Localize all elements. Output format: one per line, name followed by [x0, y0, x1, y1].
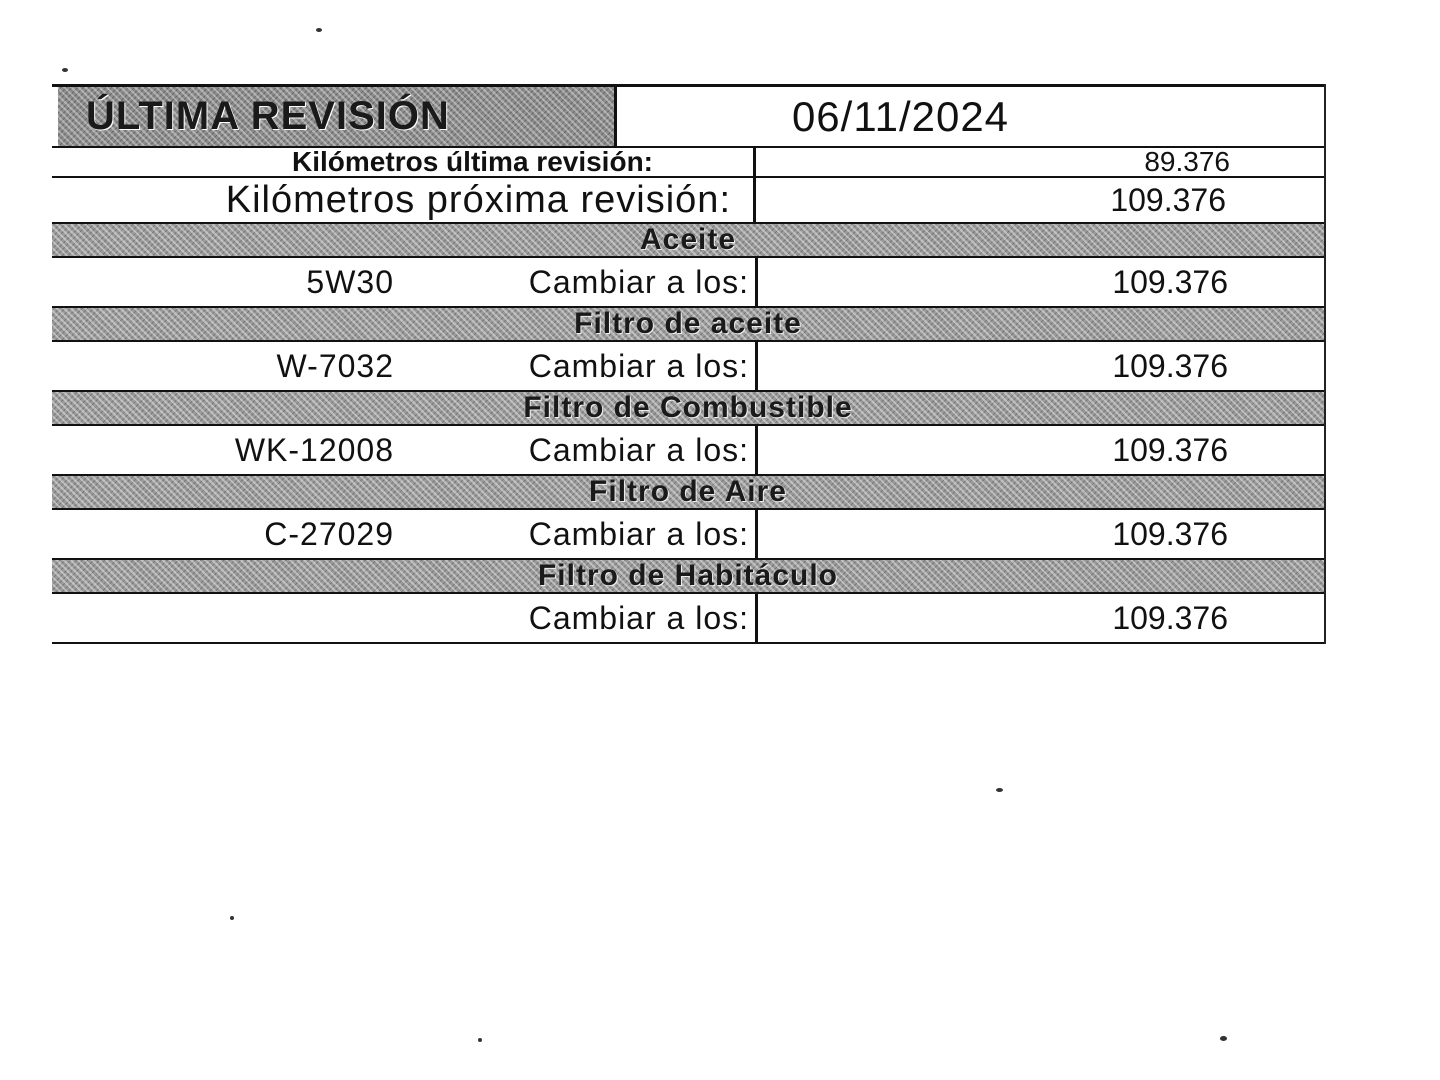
- change-label: Cambiar a los:: [394, 258, 758, 306]
- change-value: 109.376: [1112, 263, 1228, 300]
- item-row-fuel-filter: [52, 426, 1324, 476]
- maintenance-table: [52, 84, 1326, 644]
- scan-speck: [230, 916, 234, 920]
- item-code: [52, 594, 394, 642]
- item-code: C-27029: [264, 515, 394, 552]
- item-row-cabin-filter: [52, 594, 1324, 644]
- item-row-air-filter: [52, 510, 1324, 560]
- item-code: WK-12008: [234, 431, 394, 468]
- km-next-value: 109.376: [1110, 181, 1226, 218]
- header-row: [52, 84, 1324, 148]
- km-last-row: [52, 148, 1324, 178]
- km-next-label: Kilómetros próxima revisión:: [52, 178, 756, 222]
- change-value: 109.376: [1112, 599, 1228, 636]
- last-revision-date: 06/11/2024: [614, 87, 1324, 146]
- scan-speck: [62, 68, 68, 72]
- km-last-value: 89.376: [1144, 148, 1230, 176]
- section-title-oil-filter: Filtro de aceite: [52, 308, 1324, 342]
- item-row-oil-filter: [52, 342, 1324, 392]
- km-next-row: [52, 178, 1324, 224]
- item-code: 5W30: [306, 263, 394, 300]
- scan-speck: [316, 28, 322, 32]
- scan-speck: [1220, 1036, 1227, 1041]
- change-value: 109.376: [1112, 515, 1228, 552]
- last-revision-label: ÚLTIMA REVISIÓN: [58, 87, 614, 146]
- item-row-oil: [52, 258, 1324, 308]
- scan-speck: [478, 1038, 482, 1042]
- scan-speck: [996, 788, 1003, 792]
- change-value: 109.376: [1112, 347, 1228, 384]
- section-title-cabin-filter: Filtro de Habitáculo: [52, 560, 1324, 594]
- section-title-air-filter: Filtro de Aire: [52, 476, 1324, 510]
- section-title-oil: Aceite: [52, 224, 1324, 258]
- section-title-fuel-filter: Filtro de Combustible: [52, 392, 1324, 426]
- change-label: Cambiar a los:: [394, 426, 758, 474]
- km-last-label: Kilómetros última revisión:: [52, 148, 756, 176]
- change-label: Cambiar a los:: [394, 510, 758, 558]
- item-code: W-7032: [276, 347, 394, 384]
- change-value: 109.376: [1112, 431, 1228, 468]
- change-label: Cambiar a los:: [394, 342, 758, 390]
- change-label: Cambiar a los:: [394, 594, 758, 642]
